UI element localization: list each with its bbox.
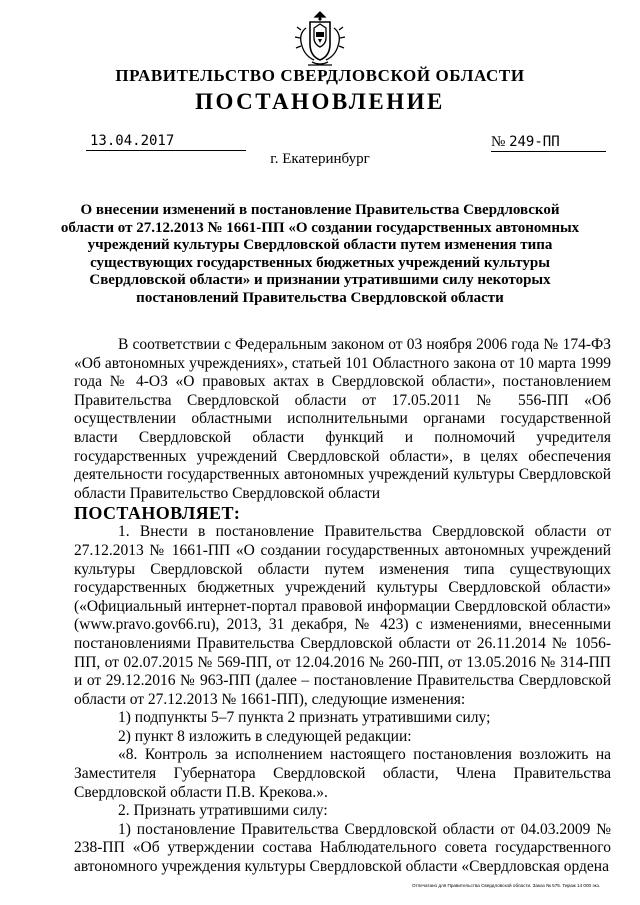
preamble: В соответствии с Федеральным законом от 03 ноября 2006 года № 174-ФЗ «Об автономных учреждениях», статьей 101 Областного закона от 10 марта 1999 года № 4-ОЗ «О правовых актах в Свердловской области», постановлением Правительства Свердловской области от 17.05.2011 № 556-ПП «Об осуществлении областными исполнительными органами государственной власти Свердловской области функций и полномочий учредителя государственных учреждений Свердловской области», в целях обеспечения деятельности государственных автономных учреждений культуры Свердловской области Правительство Свердловской области: [74, 336, 611, 502]
decree-word: ПОСТАНОВЛЯЕТ:: [74, 503, 241, 524]
paragraph: 1) постановление Правительства Свердловской области от 04.03.2009 № 238-ПП «Об утверждении состава Наблюдательного совета государственного автономного учреждения культуры Свердловской области «Свердловская ордена: [74, 820, 611, 876]
document-body: [74, 336, 611, 877]
coat-of-arms-icon: [292, 8, 348, 68]
city: г. Екатеринбург: [270, 151, 370, 167]
document-date: 13.04.2017: [86, 132, 246, 151]
number-value: 249-ПП: [509, 134, 560, 150]
document-title: О внесении изменений в постановление Правительства Свердловской области от 27.12.2013 № 1661-ПП «О создании государственных автономных учреждений культуры Свердловской области путем изменения типа существующих государственных бюджетных учреждений культуры Свердловской области» и признании утратившими силу некоторых постановлений Правительства Свердловской области: [60, 202, 580, 306]
paragraph: 1) подпункты 5–7 пункта 2 признать утратившими силу;: [118, 709, 491, 727]
paragraph: 2. Признать утратившими силу:: [118, 802, 328, 820]
document-number: [491, 133, 606, 152]
paragraph: «8. Контроль за исполнением настоящего постановления возложить на Заместителя Губернатора Свердловской области, Члена Правительства Свердловской области П.В. Крекова.».: [74, 746, 611, 801]
document-type: ПОСТАНОВЛЕНИЕ: [195, 89, 445, 114]
print-footer: Отпечатано для Правительства Свердловской области. Заказ № 575. Тираж 14 000 экз.: [412, 883, 601, 888]
paragraph: 1. Внести в постановление Правительства Свердловской области от 27.12.2013 № 1661-ПП «О создании государственных автономных учреждений культуры Свердловской области путем изменения типа существующих государственных бюджетных учреждений культуры Свердловской области» («Официальный интернет-портал правовой информации Свердловской области» (www.pravo.gov66.ru), 2013, 31 декабря, № 423) с изменениями, внесенными постановлениями Правительства Свердловской области от 26.11.2014 № 1056-ПП, от 02.07.2015 № 569-ПП, от 12.04.2016 № 260-ПП, от 13.05.2016 № 314-ПП и от 29.12.2016 № 963-ПП (далее – постановление Правительства Свердловской области от 27.12.2013 № 1661-ПП), следующие изменения:: [74, 523, 611, 708]
paragraph: 2) пункт 8 изложить в следующей редакции:: [118, 727, 412, 745]
number-prefix: №: [491, 134, 506, 150]
government-name: ПРАВИТЕЛЬСТВО СВЕРДЛОВСКОЙ ОБЛАСТИ: [115, 66, 525, 85]
